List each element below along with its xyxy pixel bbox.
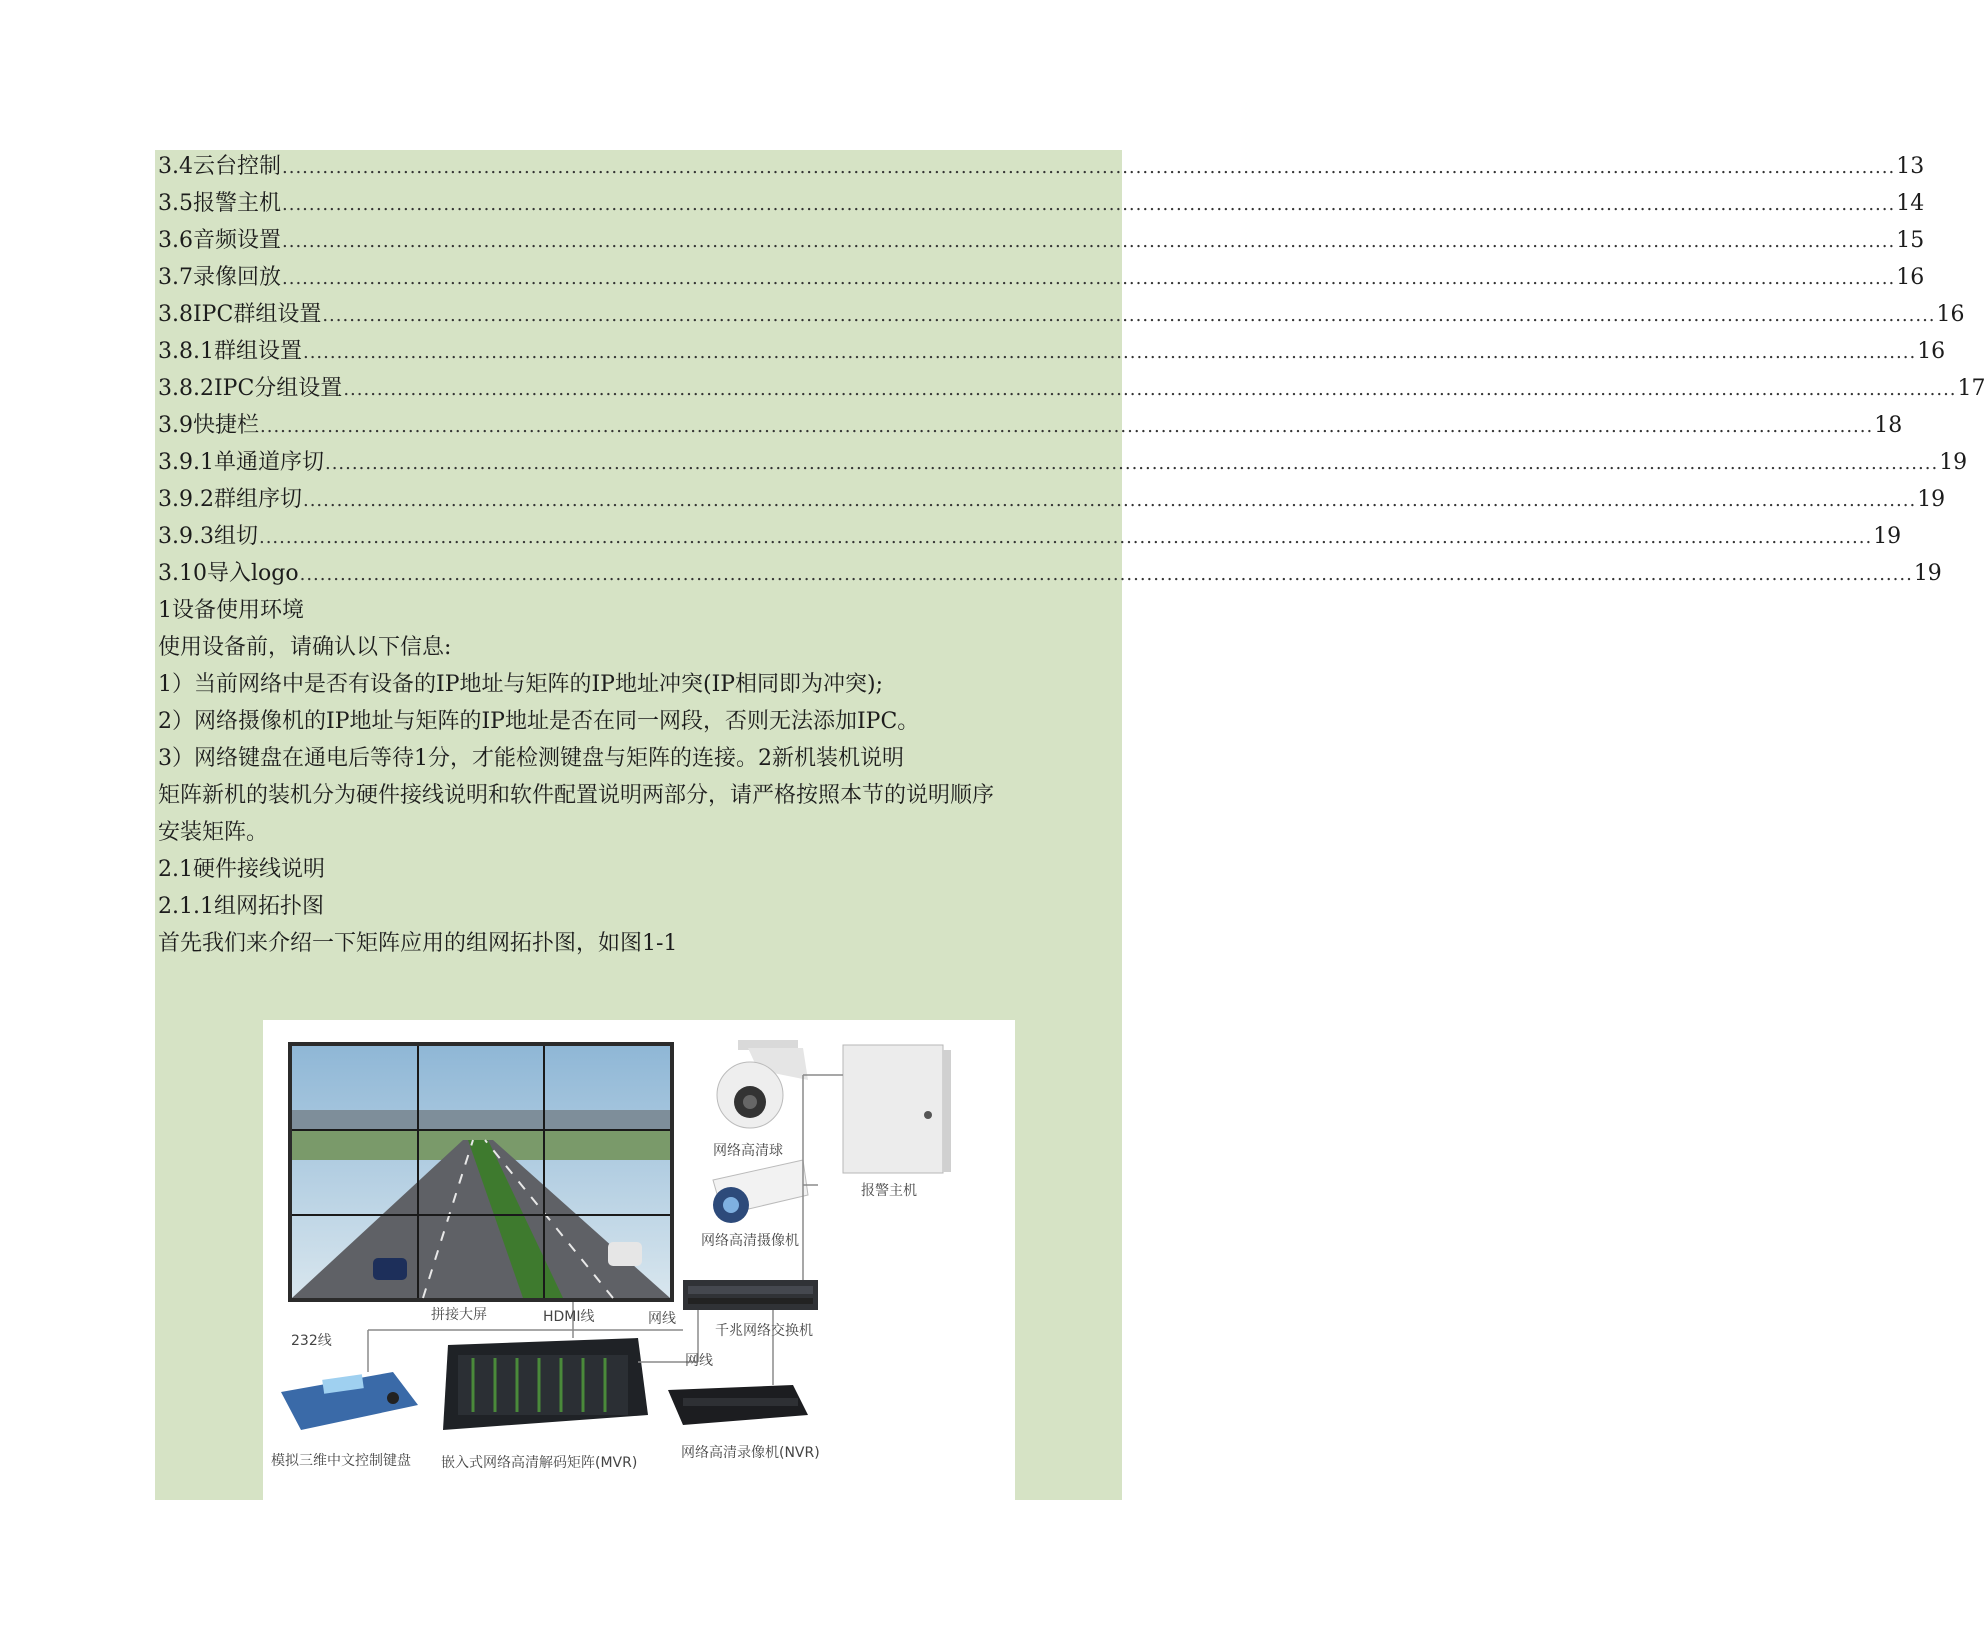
label-bullet-camera: 网络高清摄像机 xyxy=(701,1233,799,1249)
list-item: 2）网络摄像机的IP地址与矩阵的IP地址是否在同一网段，否则无法添加IPC。 xyxy=(158,709,920,734)
paragraph: 安装矩阵。 xyxy=(158,820,269,845)
label-network-cable: 网线 xyxy=(685,1353,713,1369)
toc-leader: ................................................................................................................................................................................................................................................ xyxy=(324,453,1939,474)
toc-leader: ................................................................................................................................................................................................................................................ xyxy=(282,268,1896,289)
topology-diagram xyxy=(263,1020,1015,1500)
toc-leader: ................................................................................................................................................................................................................................................ xyxy=(322,305,1936,326)
toc-entry[interactable] xyxy=(158,374,1986,404)
label-network-switch: 千兆网络交换机 xyxy=(715,1323,813,1339)
toc-page: 19 xyxy=(1939,450,1968,475)
toc-leader: ................................................................................................................................................................................................................................................ xyxy=(343,379,1957,400)
toc-entry[interactable] xyxy=(158,189,1925,219)
toc-page: 19 xyxy=(1913,561,1942,586)
toc-entry[interactable] xyxy=(158,337,1946,367)
toc-entry[interactable] xyxy=(158,522,1902,552)
label-nvr: 网络高清录像机(NVR) xyxy=(681,1445,820,1461)
toc-entry[interactable] xyxy=(158,300,1965,330)
video-wall xyxy=(288,1042,674,1302)
toc-entry[interactable] xyxy=(158,226,1925,256)
label-alarm-host: 报警主机 xyxy=(861,1183,917,1199)
mvr-decoder-icon xyxy=(443,1338,648,1430)
toc-label: 3.9.1单通道序切 xyxy=(158,450,324,475)
toc-page: 13 xyxy=(1896,154,1925,179)
toc-leader: ................................................................................................................................................................................................................................................ xyxy=(260,416,1874,437)
label-network-cable: 网线 xyxy=(648,1311,676,1327)
toc-label: 3.9.2群组序切 xyxy=(158,487,302,512)
toc-page: 18 xyxy=(1874,413,1903,438)
toc-page: 16 xyxy=(1896,265,1925,290)
label-keyboard: 模拟三维中文控制键盘 xyxy=(271,1453,411,1469)
toc-label: 3.9.3组切 xyxy=(158,524,258,549)
toc-label: 3.6音频设置 xyxy=(158,228,281,253)
paragraph: 矩阵新机的装机分为硬件接线说明和软件配置说明两部分，请严格按照本节的说明顺序 xyxy=(158,783,995,808)
toc-leader: ................................................................................................................................................................................................................................................ xyxy=(282,231,1896,252)
toc-leader: ................................................................................................................................................................................................................................................ xyxy=(282,157,1896,178)
section-heading: 2.1.1组网拓扑图 xyxy=(158,894,324,919)
nvr-icon xyxy=(668,1385,808,1425)
toc-page: 16 xyxy=(1917,339,1946,364)
section-heading: 2.1硬件接线说明 xyxy=(158,857,325,882)
toc-label: 3.9快捷栏 xyxy=(158,413,259,438)
toc-entry[interactable] xyxy=(158,411,1903,441)
toc-entry[interactable] xyxy=(158,263,1925,293)
network-switch-icon xyxy=(683,1280,818,1310)
toc-label: 3.8IPC群组设置 xyxy=(158,302,322,327)
toc-leader: ................................................................................................................................................................................................................................................ xyxy=(258,527,1873,548)
label-video-wall: 拼接大屏 xyxy=(431,1307,487,1323)
paragraph: 首先我们来介绍一下矩阵应用的组网拓扑图，如图1-1 xyxy=(158,931,678,956)
toc-leader: ................................................................................................................................................................................................................................................ xyxy=(282,194,1896,215)
bullet-camera-icon xyxy=(713,1160,808,1223)
toc-entry[interactable] xyxy=(158,448,1968,478)
label-hdmi-cable: HDMI线 xyxy=(543,1309,595,1325)
toc-label: 3.10导入logo xyxy=(158,561,299,586)
toc-page: 19 xyxy=(1873,524,1902,549)
toc-label: 3.5报警主机 xyxy=(158,191,281,216)
toc-leader: ................................................................................................................................................................................................................................................ xyxy=(302,490,1917,511)
toc-entry[interactable] xyxy=(158,485,1946,515)
toc-label: 3.7录像回放 xyxy=(158,265,281,290)
toc-page: 17 xyxy=(1957,376,1986,401)
alarm-host-icon xyxy=(843,1045,951,1173)
label-dome-camera: 网络高清球 xyxy=(713,1143,783,1159)
toc-label: 3.8.1群组设置 xyxy=(158,339,302,364)
toc-page: 14 xyxy=(1896,191,1925,216)
list-item: 3）网络键盘在通电后等待1分，才能检测键盘与矩阵的连接。2新机装机说明 xyxy=(158,746,904,771)
label-mvr: 嵌入式网络高清解码矩阵(MVR) xyxy=(441,1455,638,1471)
toc-leader: ................................................................................................................................................................................................................................................ xyxy=(302,342,1917,363)
toc-page: 16 xyxy=(1936,302,1965,327)
label-rs232-cable: 232线 xyxy=(291,1333,332,1349)
paragraph: 使用设备前，请确认以下信息: xyxy=(158,635,452,660)
keyboard-icon xyxy=(281,1372,418,1430)
toc-label: 3.8.2IPC分组设置 xyxy=(158,376,343,401)
toc-page: 15 xyxy=(1896,228,1925,253)
section-heading: 1设备使用环境 xyxy=(158,598,304,623)
toc-entry[interactable] xyxy=(158,152,1925,182)
dome-camera-icon xyxy=(717,1040,808,1128)
list-item: 1）当前网络中是否有设备的IP地址与矩阵的IP地址冲突(IP相同即为冲突); xyxy=(158,672,884,697)
network-topology-figure xyxy=(263,1020,1015,1500)
toc-leader: ................................................................................................................................................................................................................................................ xyxy=(299,564,1913,585)
toc-label: 3.4云台控制 xyxy=(158,154,281,179)
toc-entry[interactable] xyxy=(158,559,1942,589)
toc-page: 19 xyxy=(1917,487,1946,512)
